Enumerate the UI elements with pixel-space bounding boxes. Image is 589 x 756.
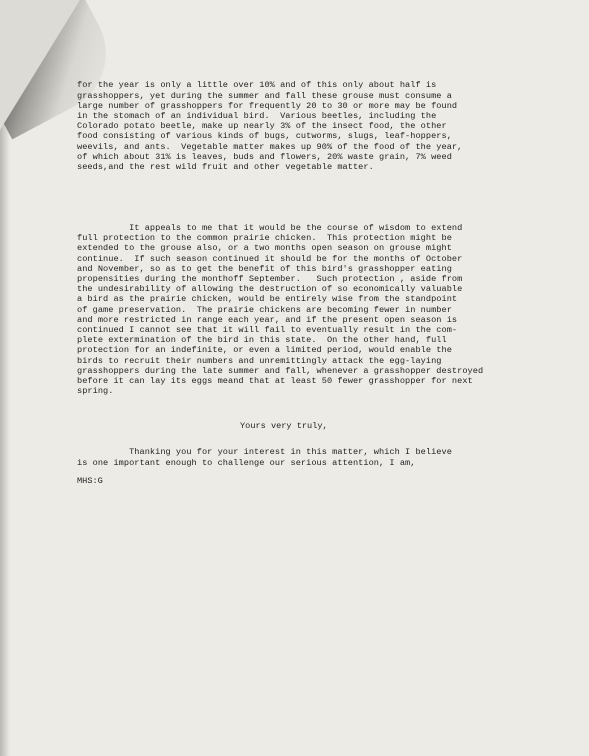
paragraph-insect-food: for the year is only a little over 10% and of this only about half is grasshoppers, yet during the summer and fall these grouse must consume a large number of grasshoppers for frequently 20 to 30 or more may be found in the stomach of an individual bird. Various beetles, including the Colorado potato beetle, make up nearly 3% of the insect food, the other food consisting of various kinds of bugs, cutworms, slugs, leaf-hoppers, weevils, and ants. Vegetable matter makes up 90% of the food of the year, of which about 31% is leaves, buds and flowers, 20% waste grain, 7% weed seeds,and the rest wild fruit and other vegetable matter. — [77, 80, 463, 173]
paragraph-protection: It appeals to me that it would be the course of wisdom to extend full protection to the common prairie chicken. This protection might be extended to the grouse also, or a two months open season on grouse might continue. If such season continued it should be for the months of October and November, so as to get the benefit of this bird's grasshopper eating propensities during the monthoff September. Such protection , aside from the undesirability of allowing the destruction of so economically valuable a bird as the prairie chicken, would be entirely wise from the standpoint of game preservation. The prairie chickens are becoming fewer in number and more restricted in range each year, and if the present open season is continued I cannot see that it will fail to eventually result in the com- plete extermination of the bird in this state. On the other hand, full protection for an indefinite, or even a limited period, would enable the birds to recruit their numbers and unremittingly attack the egg-laying grasshoppers during the late summer and fall, whenever a grasshopper destroyed before it can lay its eggs meand that at least 50 fewer grasshopper for next spring. — [77, 223, 484, 397]
closing-line: Yours very truly, — [240, 421, 328, 431]
paragraph-thanks: Thanking you for your interest in this matter, which I believe is one important enough to challenge our serious attention, I am, — [77, 447, 452, 468]
typist-initials: MHS:G — [77, 476, 103, 486]
